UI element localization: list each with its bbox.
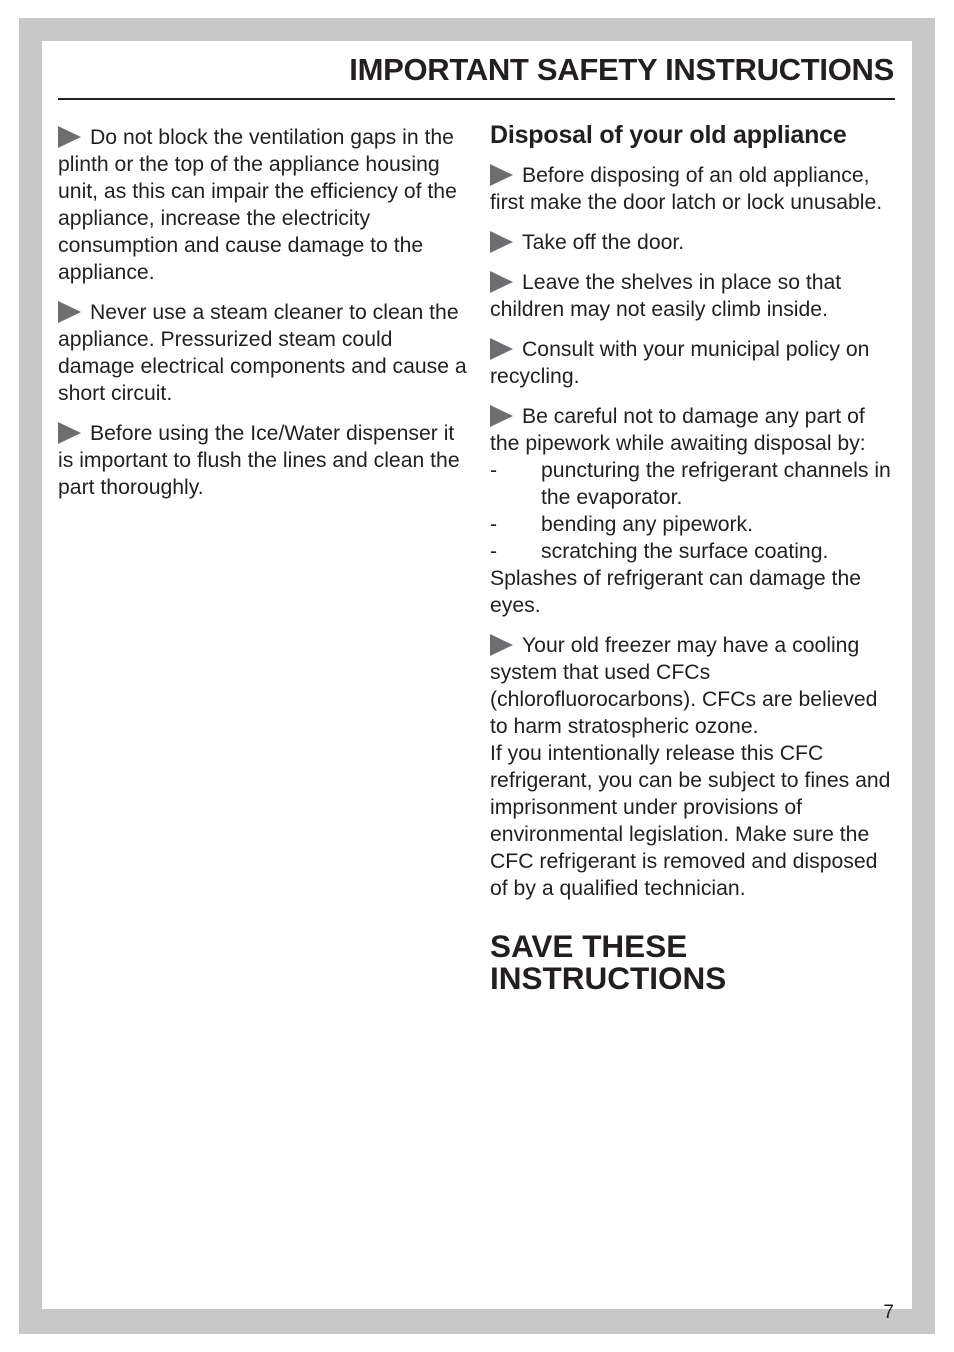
page-title: IMPORTANT SAFETY INSTRUCTIONS [349,52,894,87]
triangle-bullet-icon [490,405,513,427]
dash-marker: - [490,513,498,536]
instruction-text: Your old freezer may have a cooling system that used CFCs (chlorofluorocarbons). CFCs are believed to harm stratospheric ozone. [490,634,878,738]
dash-marker: - [490,459,498,482]
list-item [490,511,900,538]
triangle-bullet-icon [58,126,81,148]
page-number: 7 [883,1302,894,1323]
list-item-text: bending any pipework. [541,513,754,536]
section-heading-disposal: Disposal of your old appliance [490,121,847,149]
cfc-legal-text: If you intentionally release this CFC refrigerant, you can be subject to fines and imprisonment under provisions of environmental legislation. Make sure the CFC refrigerant is removed and disposed of by a qualified technician. [490,742,891,900]
instruction-steam-cleaner [58,299,470,407]
warning-text: Splashes of refrigerant can damage the eyes. [490,567,862,617]
instruction-pipework [490,403,900,619]
triangle-bullet-icon [58,422,81,444]
instruction-cfc [490,632,900,902]
instruction-text: Leave the shelves in place so that children may not easily climb inside. [490,271,842,321]
header-divider [58,98,895,100]
instruction-ventilation [58,124,470,286]
right-column [490,118,900,994]
instruction-dispenser [58,420,470,501]
list-item-text: puncturing the refrigerant channels in the evaporator. [541,459,891,509]
instruction-take-off-door [490,229,900,256]
instruction-text: Before disposing of an old appliance, first make the door latch or lock unusable. [490,164,883,214]
triangle-bullet-icon [58,301,81,323]
list-item [490,457,900,511]
triangle-bullet-icon [490,271,513,293]
list-item-text: scratching the surface coating. [541,540,829,563]
instruction-text: Consult with your municipal policy on recycling. [490,338,870,388]
left-column [58,124,470,514]
save-instructions-heading [490,930,900,994]
save-heading-line: INSTRUCTIONS [490,960,727,996]
triangle-bullet-icon [490,338,513,360]
instruction-shelves [490,269,900,323]
save-heading-line: SAVE THESE [490,928,688,964]
instruction-text: Take off the door. [522,231,685,254]
instruction-text: Before using the Ice/Water dispenser it is important to flush the lines and clean the part thoroughly. [58,422,460,499]
triangle-bullet-icon [490,634,513,656]
triangle-bullet-icon [490,164,513,186]
instruction-text: Be careful not to damage any part of the pipework while awaiting disposal by: [490,405,866,455]
list-item [490,538,900,565]
instruction-recycling [490,336,900,390]
instruction-text: Never use a steam cleaner to clean the appliance. Pressurized steam could damage electrical components and cause a short circuit. [58,301,467,405]
dash-marker: - [490,540,498,563]
instruction-door-latch [490,162,900,216]
instruction-text: Do not block the ventilation gaps in the plinth or the top of the appliance housing unit, as this can impair the efficiency of the appliance, increase the electricity consumption and cause damage to the appliance. [58,126,457,284]
triangle-bullet-icon [490,231,513,253]
